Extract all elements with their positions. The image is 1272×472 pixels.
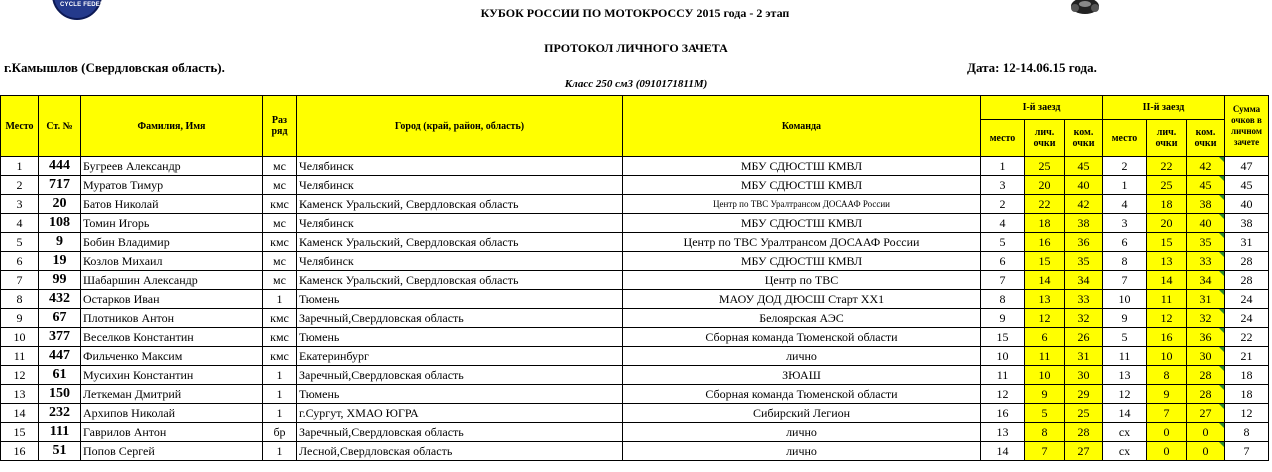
- table-row: [1, 347, 1269, 366]
- table-row: [1, 233, 1269, 252]
- cell-city: Заречный,Свердловская область: [297, 309, 623, 328]
- col-race2: II-й заезд: [1103, 96, 1225, 120]
- cell-team: Сборная команда Тюменской области: [623, 385, 981, 404]
- cell-r1l: 16: [1025, 233, 1065, 252]
- cell-rank: мс: [263, 252, 297, 271]
- cell-r1p: 9: [981, 309, 1025, 328]
- cell-no: 19: [39, 252, 81, 271]
- table-row: [1, 271, 1269, 290]
- cell-city: Заречный,Свердловская область: [297, 423, 623, 442]
- cell-r2k: 0: [1187, 423, 1225, 442]
- cell-r1k: 45: [1065, 157, 1103, 176]
- cell-r2l: 15: [1147, 233, 1187, 252]
- cell-r1k: 29: [1065, 385, 1103, 404]
- cell-sum: 18: [1225, 366, 1269, 385]
- cell-r1k: 27: [1065, 442, 1103, 461]
- cell-city: Тюмень: [297, 385, 623, 404]
- col-team: Команда: [623, 96, 981, 157]
- cell-r2p: 10: [1103, 290, 1147, 309]
- cell-no: 447: [39, 347, 81, 366]
- col-sum: Сумма очков в личном зачете: [1225, 96, 1269, 157]
- cell-r2p: сх: [1103, 442, 1147, 461]
- logo-text: CYCLE FEDERATION OF: [60, 2, 135, 8]
- cell-city: Каменск Уральский, Свердловская область: [297, 233, 623, 252]
- cell-sum: 31: [1225, 233, 1269, 252]
- document-title: КУБОК РОССИИ ПО МОТОКРОССУ 2015 года - 2 этап: [480, 6, 790, 20]
- cell-no: 67: [39, 309, 81, 328]
- cell-r1p: 11: [981, 366, 1025, 385]
- cell-r1l: 15: [1025, 252, 1065, 271]
- cell-r2p: 11: [1103, 347, 1147, 366]
- cell-r1k: 35: [1065, 252, 1103, 271]
- cell-place: 13: [1, 385, 39, 404]
- cell-no: 444: [39, 157, 81, 176]
- col-race1: I-й заезд: [981, 96, 1103, 120]
- table-row: [1, 309, 1269, 328]
- cell-place: 16: [1, 442, 39, 461]
- col-race1-place: место: [981, 120, 1025, 157]
- cell-name: Архипов Николай: [81, 404, 263, 423]
- table-row: [1, 214, 1269, 233]
- cell-r2p: 9: [1103, 309, 1147, 328]
- cell-r2p: 13: [1103, 366, 1147, 385]
- cell-r1k: 36: [1065, 233, 1103, 252]
- cell-r1p: 16: [981, 404, 1025, 423]
- cell-no: 232: [39, 404, 81, 423]
- cell-name: Веселков Константин: [81, 328, 263, 347]
- cell-r2l: 18: [1147, 195, 1187, 214]
- cell-name: Плотников Антон: [81, 309, 263, 328]
- cell-place: 4: [1, 214, 39, 233]
- cell-r1k: 25: [1065, 404, 1103, 423]
- table-row: [1, 176, 1269, 195]
- cell-r1p: 6: [981, 252, 1025, 271]
- cell-r1p: 1: [981, 157, 1025, 176]
- cell-rank: 1: [263, 404, 297, 423]
- cell-r2p: 2: [1103, 157, 1147, 176]
- table-row: [1, 366, 1269, 385]
- col-race2-personal: лич. очки: [1147, 120, 1187, 157]
- cell-r2l: 20: [1147, 214, 1187, 233]
- cell-r2l: 13: [1147, 252, 1187, 271]
- cell-r1l: 10: [1025, 366, 1065, 385]
- cell-r1p: 10: [981, 347, 1025, 366]
- col-race1-personal: лич. очки: [1025, 120, 1065, 157]
- col-start-no: Ст. №: [39, 96, 81, 157]
- cell-r1p: 14: [981, 442, 1025, 461]
- cell-rank: мс: [263, 271, 297, 290]
- cell-city: Челябинск: [297, 214, 623, 233]
- cell-team: ЗЮАШ: [623, 366, 981, 385]
- table-row: [1, 423, 1269, 442]
- cell-r1l: 11: [1025, 347, 1065, 366]
- event-city: г.Камышлов (Свердловская область).: [4, 60, 225, 75]
- cell-sum: 28: [1225, 252, 1269, 271]
- table-row: [1, 195, 1269, 214]
- cell-r2l: 12: [1147, 309, 1187, 328]
- cell-no: 9: [39, 233, 81, 252]
- table-row: [1, 404, 1269, 423]
- cell-team: лично: [623, 442, 981, 461]
- cell-name: Бугреев Александр: [81, 157, 263, 176]
- cell-r2p: 8: [1103, 252, 1147, 271]
- cell-sum: 18: [1225, 385, 1269, 404]
- cell-name: Остарков Иван: [81, 290, 263, 309]
- cell-r2p: 3: [1103, 214, 1147, 233]
- cell-no: 61: [39, 366, 81, 385]
- cell-r2k: 28: [1187, 385, 1225, 404]
- cell-rank: 1: [263, 290, 297, 309]
- cell-rank: мс: [263, 176, 297, 195]
- cell-no: 51: [39, 442, 81, 461]
- cell-sum: 47: [1225, 157, 1269, 176]
- cell-rank: 1: [263, 442, 297, 461]
- cell-r1l: 8: [1025, 423, 1065, 442]
- cell-name: Бобин Владимир: [81, 233, 263, 252]
- event-date: Дата: 12-14.06.15 года.: [967, 60, 1097, 75]
- cell-sum: 40: [1225, 195, 1269, 214]
- cell-r1l: 12: [1025, 309, 1065, 328]
- cell-city: Заречный,Свердловская область: [297, 366, 623, 385]
- cell-rank: кмс: [263, 309, 297, 328]
- cell-r2l: 0: [1147, 423, 1187, 442]
- cell-name: Шабаршин Александр: [81, 271, 263, 290]
- cell-place: 8: [1, 290, 39, 309]
- protocol-title: ПРОТОКОЛ ЛИЧНОГО ЗАЧЕТА: [544, 41, 728, 55]
- table-row: [1, 157, 1269, 176]
- cell-r2l: 8: [1147, 366, 1187, 385]
- cell-r1p: 7: [981, 271, 1025, 290]
- cell-r1l: 9: [1025, 385, 1065, 404]
- cell-place: 10: [1, 328, 39, 347]
- cell-sum: 12: [1225, 404, 1269, 423]
- cell-team: МБУ СДЮСТШ КМВЛ: [623, 252, 981, 271]
- cell-r2k: 30: [1187, 347, 1225, 366]
- cell-place: 6: [1, 252, 39, 271]
- cell-r2l: 16: [1147, 328, 1187, 347]
- cell-sum: 22: [1225, 328, 1269, 347]
- cell-sum: 28: [1225, 271, 1269, 290]
- cell-r1l: 7: [1025, 442, 1065, 461]
- cell-name: Батов Николай: [81, 195, 263, 214]
- cell-r1l: 6: [1025, 328, 1065, 347]
- cell-rank: кмс: [263, 328, 297, 347]
- cell-place: 14: [1, 404, 39, 423]
- cell-team: Центр по ТВС: [623, 271, 981, 290]
- cell-team: Сибирский Легион: [623, 404, 981, 423]
- cell-r2l: 14: [1147, 271, 1187, 290]
- cell-city: Каменск Уральский, Свердловская область: [297, 195, 623, 214]
- cell-sum: 21: [1225, 347, 1269, 366]
- cell-r1k: 38: [1065, 214, 1103, 233]
- col-race1-team: ком. очки: [1065, 120, 1103, 157]
- cell-sum: 24: [1225, 290, 1269, 309]
- cell-team: МБУ СДЮСТШ КМВЛ: [623, 157, 981, 176]
- class-line: Класс 250 см3 (0910171811М): [564, 78, 708, 90]
- cell-r1l: 20: [1025, 176, 1065, 195]
- cell-place: 3: [1, 195, 39, 214]
- cell-r2p: сх: [1103, 423, 1147, 442]
- cell-r1k: 32: [1065, 309, 1103, 328]
- cell-rank: 1: [263, 366, 297, 385]
- cell-team: МБУ СДЮСТШ КМВЛ: [623, 176, 981, 195]
- cell-r2l: 25: [1147, 176, 1187, 195]
- cell-city: Каменск Уральский, Свердловская область: [297, 271, 623, 290]
- cell-city: Екатеринбург: [297, 347, 623, 366]
- cell-place: 15: [1, 423, 39, 442]
- cell-r2l: 22: [1147, 157, 1187, 176]
- table-row: [1, 328, 1269, 347]
- cell-team: Сборная команда Тюменской области: [623, 328, 981, 347]
- cell-r2l: 10: [1147, 347, 1187, 366]
- cell-team: Белоярская АЭС: [623, 309, 981, 328]
- cell-r2p: 12: [1103, 385, 1147, 404]
- cell-r2k: 33: [1187, 252, 1225, 271]
- cell-r2k: 36: [1187, 328, 1225, 347]
- cell-name: Гаврилов Антон: [81, 423, 263, 442]
- cell-rank: кмс: [263, 195, 297, 214]
- cell-r1l: 18: [1025, 214, 1065, 233]
- cell-r2l: 9: [1147, 385, 1187, 404]
- cell-name: Муратов Тимур: [81, 176, 263, 195]
- cell-no: 20: [39, 195, 81, 214]
- cell-sum: 45: [1225, 176, 1269, 195]
- cell-r2k: 38: [1187, 195, 1225, 214]
- cell-r1k: 26: [1065, 328, 1103, 347]
- cell-r2p: 5: [1103, 328, 1147, 347]
- results-table: [0, 95, 1269, 461]
- cell-city: Челябинск: [297, 157, 623, 176]
- cell-r1p: 5: [981, 233, 1025, 252]
- cell-r1l: 5: [1025, 404, 1065, 423]
- cell-r1p: 8: [981, 290, 1025, 309]
- cell-r2k: 35: [1187, 233, 1225, 252]
- cell-r1k: 30: [1065, 366, 1103, 385]
- cell-place: 11: [1, 347, 39, 366]
- col-place: Место: [1, 96, 39, 157]
- cell-rank: кмс: [263, 347, 297, 366]
- cell-r1k: 34: [1065, 271, 1103, 290]
- col-race2-place: место: [1103, 120, 1147, 157]
- cell-team: лично: [623, 347, 981, 366]
- cell-team: Центр по ТВС Уралтрансом ДОСААФ России: [623, 233, 981, 252]
- cell-team: МБУ СДЮСТШ КМВЛ: [623, 214, 981, 233]
- cell-r2k: 45: [1187, 176, 1225, 195]
- col-name: Фамилия, Имя: [81, 96, 263, 157]
- cell-name: Козлов Михаил: [81, 252, 263, 271]
- cell-r2l: 0: [1147, 442, 1187, 461]
- cell-rank: мс: [263, 214, 297, 233]
- table-row: [1, 252, 1269, 271]
- cell-r1p: 4: [981, 214, 1025, 233]
- cell-place: 12: [1, 366, 39, 385]
- cell-rank: кмс: [263, 233, 297, 252]
- cell-rank: мс: [263, 157, 297, 176]
- cell-sum: 7: [1225, 442, 1269, 461]
- cell-city: г.Сургут, ХМАО ЮГРА: [297, 404, 623, 423]
- cell-name: Леткеман Дмитрий: [81, 385, 263, 404]
- table-row: [1, 290, 1269, 309]
- cell-rank: 1: [263, 385, 297, 404]
- cell-r2k: 40: [1187, 214, 1225, 233]
- cell-sum: 8: [1225, 423, 1269, 442]
- cell-sum: 24: [1225, 309, 1269, 328]
- cell-r2k: 27: [1187, 404, 1225, 423]
- cell-name: Мусихин Константин: [81, 366, 263, 385]
- cell-r1p: 3: [981, 176, 1025, 195]
- cell-name: Фильченко Максим: [81, 347, 263, 366]
- cell-r2p: 14: [1103, 404, 1147, 423]
- cell-team: МАОУ ДОД ДЮСШ Старт ХХ1: [623, 290, 981, 309]
- cell-sum: 38: [1225, 214, 1269, 233]
- cell-no: 717: [39, 176, 81, 195]
- cell-name: Попов Сергей: [81, 442, 263, 461]
- cell-city: Челябинск: [297, 252, 623, 271]
- cell-r2k: 32: [1187, 309, 1225, 328]
- cell-r1p: 15: [981, 328, 1025, 347]
- cell-r1l: 22: [1025, 195, 1065, 214]
- cell-r2k: 42: [1187, 157, 1225, 176]
- cell-city: Тюмень: [297, 328, 623, 347]
- cell-r2l: 7: [1147, 404, 1187, 423]
- cell-r1k: 28: [1065, 423, 1103, 442]
- table-row: [1, 442, 1269, 461]
- cell-no: 377: [39, 328, 81, 347]
- cell-city: Лесной,Свердловская область: [297, 442, 623, 461]
- cell-team: лично: [623, 423, 981, 442]
- cell-r2k: 31: [1187, 290, 1225, 309]
- cell-r2k: 0: [1187, 442, 1225, 461]
- cell-no: 150: [39, 385, 81, 404]
- cell-r2p: 4: [1103, 195, 1147, 214]
- cell-place: 9: [1, 309, 39, 328]
- cell-no: 432: [39, 290, 81, 309]
- cell-r2l: 11: [1147, 290, 1187, 309]
- cell-place: 7: [1, 271, 39, 290]
- cell-r2p: 1: [1103, 176, 1147, 195]
- cell-place: 1: [1, 157, 39, 176]
- cell-no: 108: [39, 214, 81, 233]
- cell-r1l: 14: [1025, 271, 1065, 290]
- cell-rank: бр: [263, 423, 297, 442]
- cell-city: Челябинск: [297, 176, 623, 195]
- col-rank: Раз ряд: [263, 96, 297, 157]
- cell-r1l: 25: [1025, 157, 1065, 176]
- cell-r2p: 6: [1103, 233, 1147, 252]
- cell-r1k: 31: [1065, 347, 1103, 366]
- cell-team: Центр по ТВС Уралтрансом ДОСААФ России: [623, 195, 981, 214]
- cell-r2k: 28: [1187, 366, 1225, 385]
- cell-r1l: 13: [1025, 290, 1065, 309]
- col-city: Город (край, район, область): [297, 96, 623, 157]
- cell-r1k: 40: [1065, 176, 1103, 195]
- cell-r1k: 33: [1065, 290, 1103, 309]
- cell-r1p: 12: [981, 385, 1025, 404]
- table-row: [1, 385, 1269, 404]
- cell-r1p: 13: [981, 423, 1025, 442]
- cell-r2k: 34: [1187, 271, 1225, 290]
- cell-name: Томин Игорь: [81, 214, 263, 233]
- cell-city: Тюмень: [297, 290, 623, 309]
- cell-r2p: 7: [1103, 271, 1147, 290]
- cell-place: 2: [1, 176, 39, 195]
- cell-r1p: 2: [981, 195, 1025, 214]
- cell-place: 5: [1, 233, 39, 252]
- col-race2-team: ком. очки: [1187, 120, 1225, 157]
- cell-no: 111: [39, 423, 81, 442]
- cell-no: 99: [39, 271, 81, 290]
- cell-r1k: 42: [1065, 195, 1103, 214]
